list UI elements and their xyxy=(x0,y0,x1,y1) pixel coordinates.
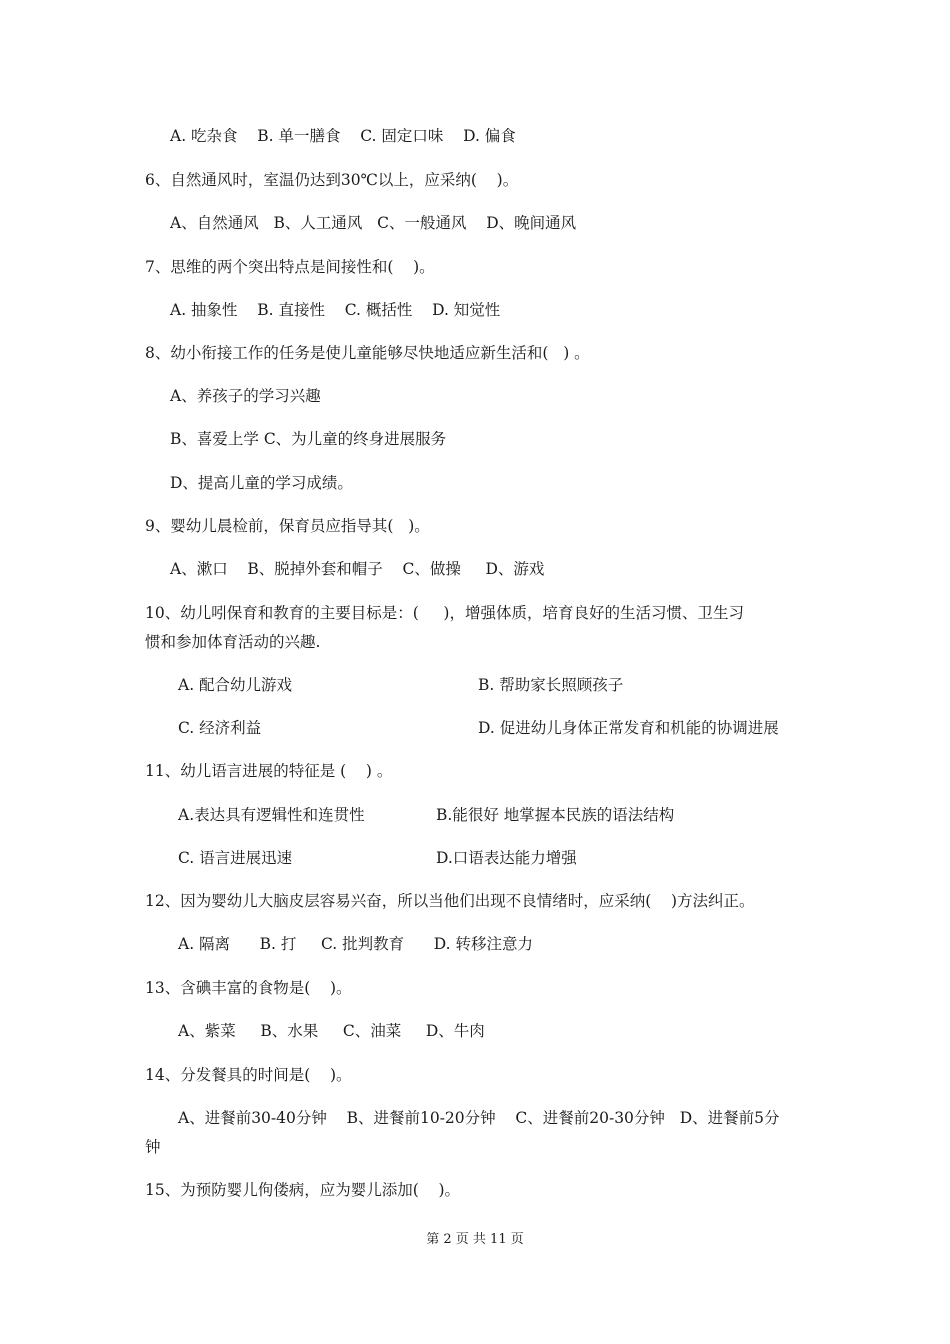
question-13: 13、含碘丰富的食物是( )。 xyxy=(145,979,352,997)
question-10-option-a: A. 配合幼儿游戏 xyxy=(178,676,293,694)
question-12-options: A. 隔离 B. 打 C. 批判教育 D. 转移注意力 xyxy=(178,935,533,953)
question-15: 15、为预防婴儿佝偻病，应为婴儿添加( )。 xyxy=(145,1181,461,1199)
question-9-options: A、漱口 B、脱掉外套和帽子 C、做操 D、游戏 xyxy=(170,560,545,578)
question-11-option-a: A.表达具有逻辑性和连贯性 xyxy=(178,806,365,824)
question-11-option-c: C. 语言进展迅速 xyxy=(178,849,293,867)
question-12: 12、因为婴幼儿大脑皮层容易兴奋，所以当他们出现不良情绪时，应采纳( )方法纠正。 xyxy=(145,892,755,910)
question-9: 9、婴幼儿晨检前，保育员应指导其( )。 xyxy=(145,517,430,535)
question-10-line-1: 10、幼儿吲保育和教育的主要目标是：( )，增强体质，培育良好的生活习惯、卫生习 xyxy=(145,604,744,622)
question-10-option-b: B. 帮助家长照顾孩子 xyxy=(478,676,624,694)
question-14-continuation: 钟 xyxy=(145,1138,161,1156)
question-10-option-d: D. 促进幼儿身体正常发育和机能的协调进展 xyxy=(478,719,779,737)
question-11-option-b: B.能很好 地掌握本民族的语法结构 xyxy=(436,806,675,824)
question-10-option-c: C. 经济利益 xyxy=(178,719,262,737)
question-6-options: A、自然通风 B、人工通风 C、一般通风 D、晚间通风 xyxy=(170,214,577,232)
question-11-option-d: D.口语表达能力增强 xyxy=(436,849,577,867)
question-8: 8、幼小衔接工作的任务是使儿童能够尽快地适应新生活和( ) 。 xyxy=(145,344,590,362)
question-13-options: A、紫菜 B、水果 C、油菜 D、牛肉 xyxy=(178,1022,485,1040)
question-11: 11、幼儿语言进展的特征是 ( ) 。 xyxy=(145,762,393,780)
question-8-option-a: A、养孩子的学习兴趣 xyxy=(170,387,321,405)
question-5-options: A. 吃杂食 B. 单一膳食 C. 固定口味 D. 偏食 xyxy=(170,127,516,145)
question-14: 14、分发餐具的时间是( )。 xyxy=(145,1066,352,1084)
question-14-options: A、进餐前30-40分钟 B、进餐前10-20分钟 C、进餐前20-30分钟 D、进餐前5分 xyxy=(178,1109,780,1127)
question-7: 7、思维的两个突出特点是间接性和( )。 xyxy=(145,258,435,276)
question-10-line-2: 惯和参加体育活动的兴趣. xyxy=(145,633,321,651)
question-6: 6、自然通风时，室温仍达到30℃以上，应采纳( )。 xyxy=(145,171,519,189)
question-8-option-d: D、提高儿童的学习成绩。 xyxy=(170,474,353,492)
question-7-options: A. 抽象性 B. 直接性 C. 概括性 D. 知觉性 xyxy=(170,301,501,319)
page-footer: 第 2 页 共 11 页 xyxy=(426,1232,524,1247)
question-8-option-bc: B、喜爱上学 C、为儿童的终身进展服务 xyxy=(170,430,447,448)
